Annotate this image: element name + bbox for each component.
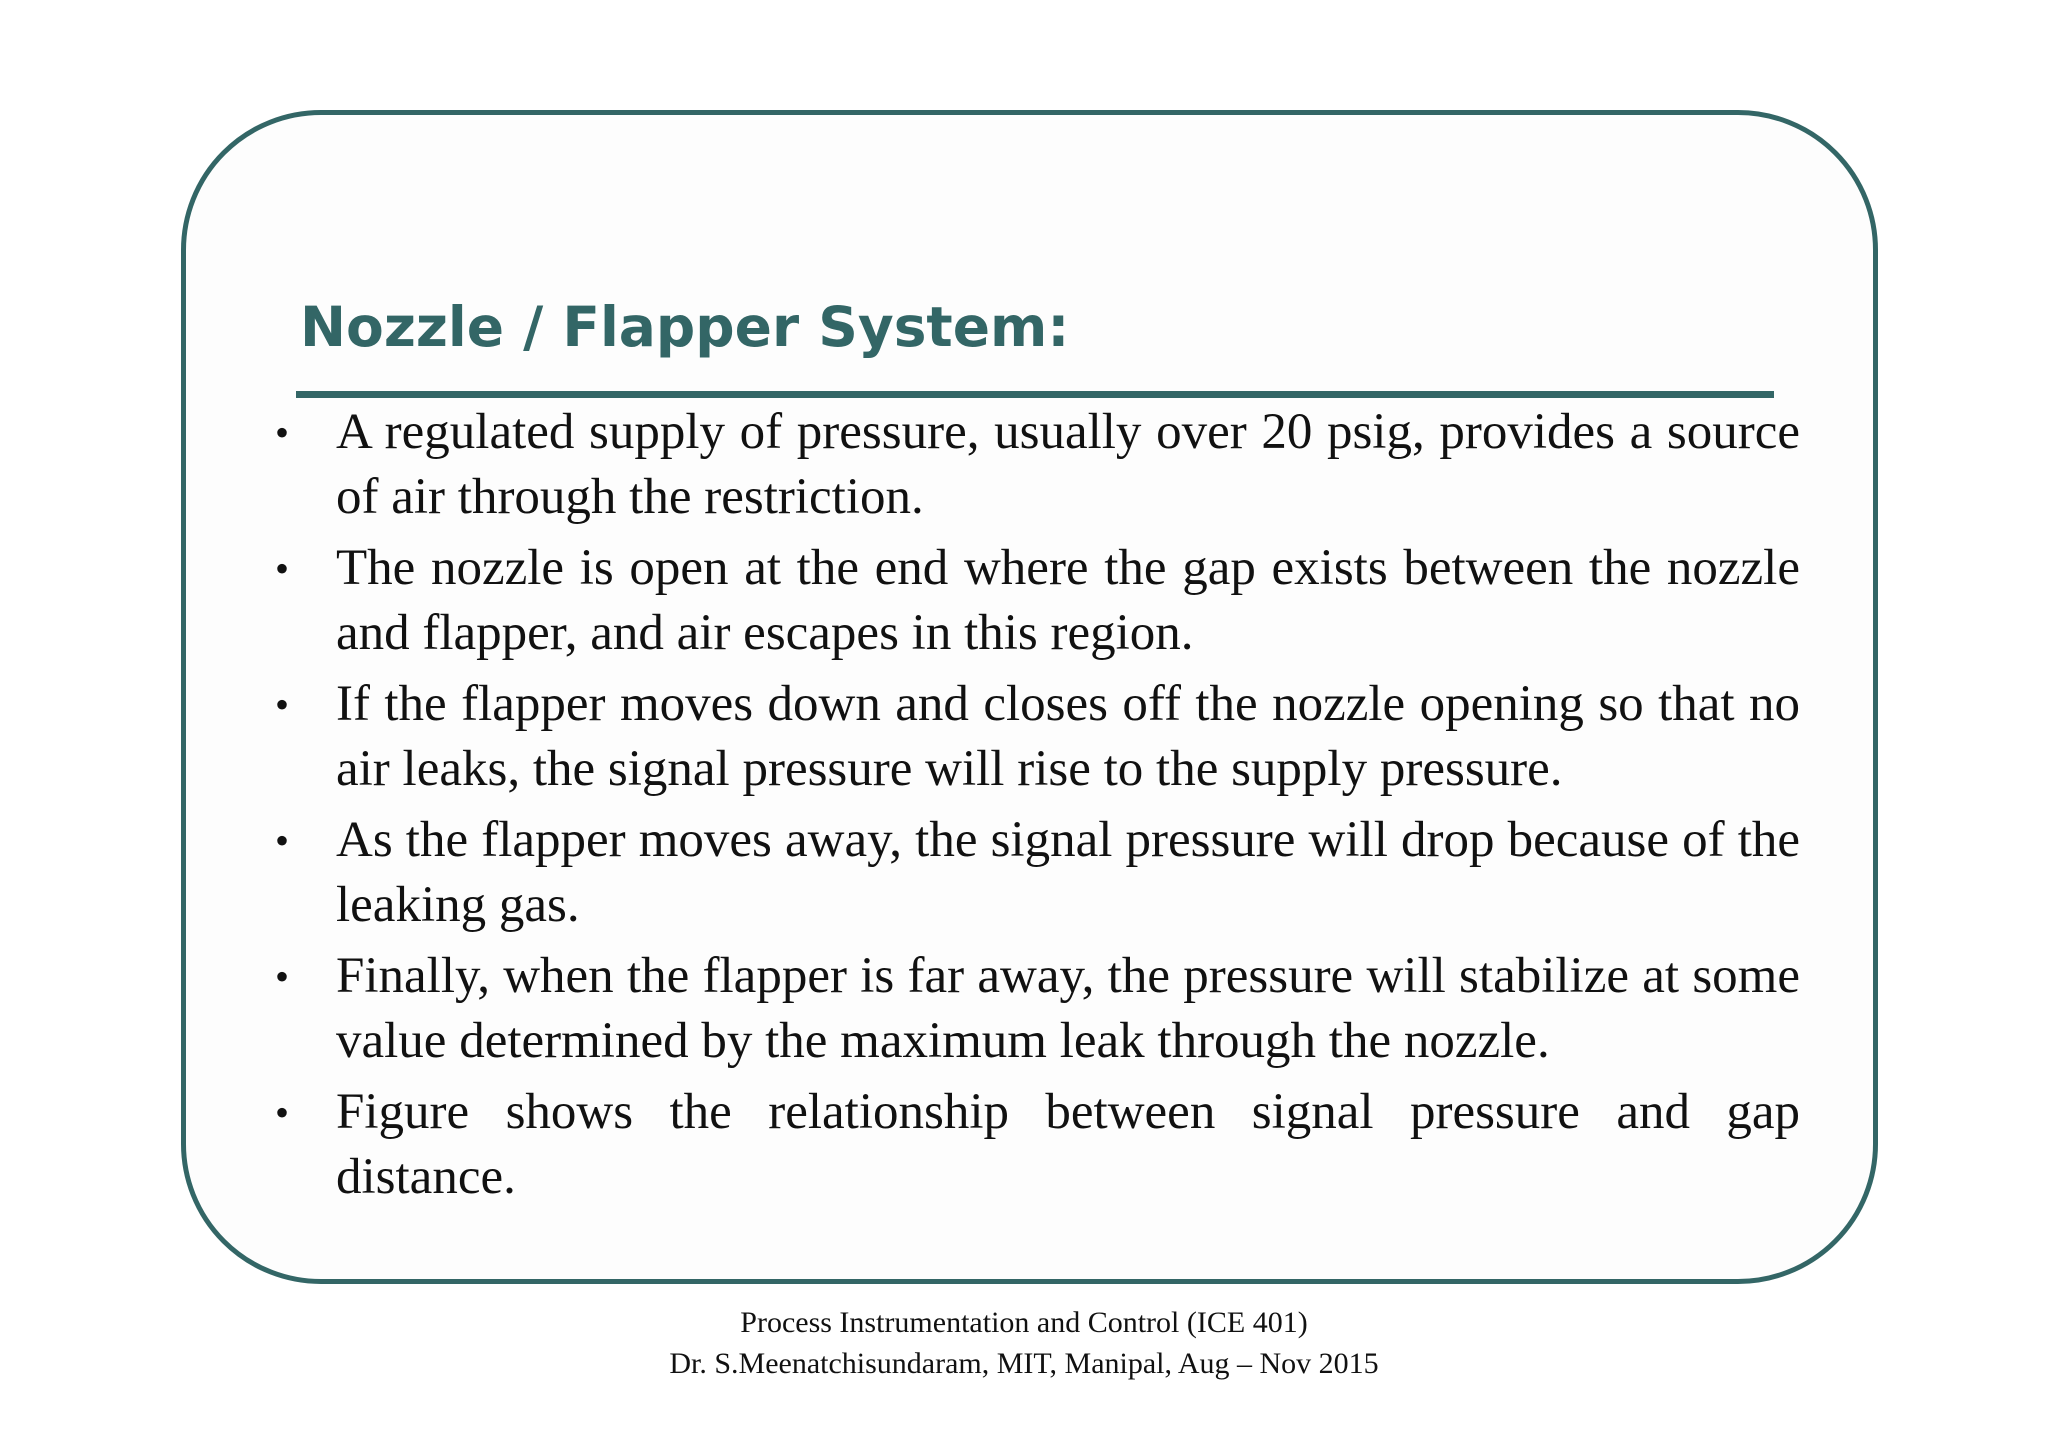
slide-footer bbox=[0, 1302, 2048, 1384]
bullet-text: If the flapper moves down and closes off the nozzle opening so that no air leaks, the signal pressure will rise to the supply pressure. bbox=[336, 676, 1800, 797]
bullet-icon: • bbox=[274, 546, 289, 591]
bullet-text: As the flapper moves away, the signal pressure will drop because of the leaking gas. bbox=[336, 812, 1800, 933]
bullet-text: Figure shows the relationship between signal pressure and gap distance. bbox=[336, 1084, 1800, 1205]
bullet-icon: • bbox=[274, 954, 289, 999]
title-underline bbox=[296, 391, 1774, 398]
bullet-item bbox=[262, 944, 1800, 1074]
bullet-item bbox=[262, 400, 1800, 530]
bullet-text: The nozzle is open at the end where the gap exists between the nozzle and flapper, and air escapes in this region. bbox=[336, 540, 1800, 661]
bullet-item bbox=[262, 536, 1800, 666]
slide-title: Nozzle / Flapper System: bbox=[300, 295, 1070, 359]
bullet-text: Finally, when the flapper is far away, the pressure will stabilize at some value determined by the maximum leak through the nozzle. bbox=[336, 948, 1800, 1069]
bullet-icon: • bbox=[274, 410, 289, 455]
bullet-item bbox=[262, 808, 1800, 938]
bullet-icon: • bbox=[274, 818, 289, 863]
bullet-item bbox=[262, 1080, 1800, 1210]
bullet-text: A regulated supply of pressure, usually over 20 psig, provides a source of air through the restriction. bbox=[336, 404, 1800, 525]
footer-course: Process Instrumentation and Control (ICE 401) bbox=[740, 1306, 1308, 1339]
bullet-list bbox=[262, 400, 1800, 1216]
bullet-icon: • bbox=[274, 1090, 289, 1135]
bullet-icon: • bbox=[274, 682, 289, 727]
footer-author: Dr. S.Meenatchisundaram, MIT, Manipal, Aug – Nov 2015 bbox=[669, 1347, 1379, 1380]
bullet-item bbox=[262, 672, 1800, 802]
